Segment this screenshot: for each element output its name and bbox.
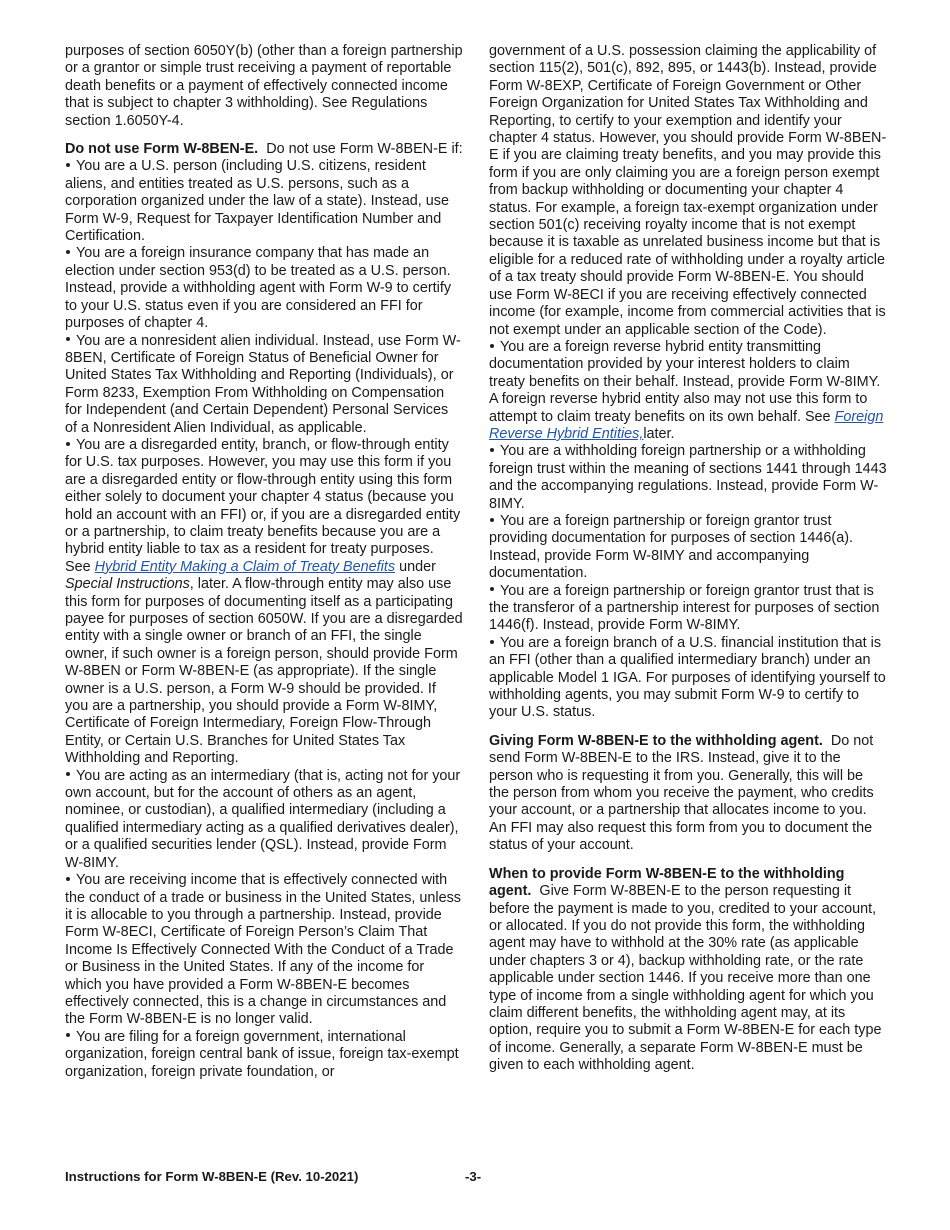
bullet-text: You are a withholding foreign partnership or a withholding foreign trust within the meaning of sections 1441 through 1443 and the accompanying regulations. Instead, provide Form W-8IMY. bbox=[489, 443, 887, 512]
bullet-icon bbox=[66, 163, 70, 167]
bullet-item bbox=[65, 245, 463, 332]
continued-paragraph: government of a U.S. possession claiming the applicability of section 115(2), 501(c), 892, 895, or 1443(b). Instead, provide Form W-8EXP, Certificate of Foreign Government or Other Foreign Organization for United States Tax Withholding and Reporting, to certify to your exemption and identify your chapter 4 status. However, you should provide Form W-8BEN-E if you are claiming treaty benefits, and you may provide this form if you are only claiming you are a foreign person exempt from backup withholding or documenting your chapter 4 status. For example, a foreign tax-exempt organization under section 501(c) receiving royalty income that is not exempt because it is taxable as unrelated business income but that is eligible for a reduced rate of withholding under a royalty article of a tax treaty should provide Form W-8BEN-E. You should use Form W-8ECI if you are receiving effectively connected income (for example, income from commercial activities that is not exempt under an applicable section of the Code). bbox=[489, 43, 887, 338]
bullet-text: You are a foreign branch of a U.S. financial institution that is an FFI (other than a qualified intermediary branch) under an applicable Model 1 IGA. For purposes of identifying yourself to withholding agents, you may submit Form W-9 to certify to your U.S. status. bbox=[489, 634, 886, 721]
bullet-text: later. bbox=[643, 425, 675, 442]
bullet-icon bbox=[66, 1033, 70, 1037]
bullet-text: You are acting as an intermediary (that is, acting not for your own account, but for the account of others as an agent, nominee, or custodian), a qualified intermediary (including a qualified intermediary acting as a qualified derivatives dealer), or a qualified securities lender (QSL). Instead, provide Form W-8IMY. bbox=[65, 767, 461, 871]
bullet-item bbox=[489, 443, 887, 513]
bullet-icon bbox=[490, 640, 494, 644]
bullet-item bbox=[65, 768, 463, 872]
bullet-icon bbox=[66, 772, 70, 776]
bullet-item bbox=[65, 1029, 463, 1081]
bullet-icon bbox=[66, 250, 70, 254]
bullet-item bbox=[489, 513, 887, 583]
giving-heading: Giving Form W-8BEN-E to the withholding agent. bbox=[489, 732, 823, 749]
special-instructions-ref: Special Instructions bbox=[65, 576, 190, 593]
bullet-text: You are a foreign insurance company that has made an election under section 953(d) to be treated as a U.S. person. Instead, provide a withholding agent with Form W-9 to certify to your U.S. status even if you are considered an FFI for purposes of chapter 4. bbox=[65, 245, 452, 332]
when-text: Give Form W-8BEN-E to the person requesting it before the payment is made to you, credited to your account, or allocated. If you do not provide this form, the withholding agent may have to withhold at the 30% rate (as applicable under chapters 3 or 4), backup withholding rate, or the rate applicable under section 1446. If you receive more than one type of income from a single withholding agent for which you claim different benefits, the withholding agent may, at its option, require you to submit a Form W-8BEN-E for each type of income. Generally, a separate Form W-8BEN-E must be given to each withholding agent. bbox=[489, 883, 882, 1074]
bullet-text: You are a nonresident alien individual. Instead, use Form W-8BEN, Certificate of Foreign Status of Beneficial Owner for United States Tax Withholding and Reporting (Individuals), or Form 8233, Exemption From Withholding on Compensation for Independent (and Certain Dependent) Personal Services of a Nonresident Alien Individual, as applicable. bbox=[65, 332, 461, 436]
bullet-icon bbox=[490, 344, 494, 348]
bullet-item bbox=[65, 158, 463, 245]
bullet-text: You are a U.S. person (including U.S. citizens, resident aliens, and entities treated as U.S. persons, such as a corporation organized under the law of a state). Instead, use Form W-9, Request for Taxpayer Identification Number and Certification. bbox=[65, 158, 449, 245]
bullet-item bbox=[65, 437, 463, 768]
footer-title: Instructions for Form W-8BEN-E (Rev. 10-2021) bbox=[65, 1169, 359, 1184]
hybrid-entity-link[interactable]: Hybrid Entity Making a Claim of Treaty Benefits bbox=[94, 558, 396, 575]
do-not-use-text: Do not use Form W-8BEN-E if: bbox=[266, 141, 463, 158]
bullet-text: You are filing for a foreign government, international organization, foreign central bank of issue, foreign tax-exempt organization, foreign private foundation, or bbox=[65, 1028, 459, 1080]
when-heading: When to provide Form W-8BEN-E to the withholding agent. bbox=[489, 865, 845, 900]
bullet-icon bbox=[490, 587, 494, 591]
bullet-text: You are a foreign partnership or foreign grantor trust providing documentation for purposes of section 1446(a). Instead, provide Form W-8IMY and accompanying documentation. bbox=[489, 512, 853, 582]
bullet-icon bbox=[490, 448, 494, 452]
bullet-item bbox=[489, 635, 887, 722]
bullet-text: You are a foreign reverse hybrid entity transmitting documentation provided by your interest holders to claim treaty benefits on their behalf. Instead, provide Form W-8IMY. A foreign reverse hybrid entity also may not use this form to attempt to claim treaty benefits on its own behalf. See bbox=[489, 338, 881, 425]
left-column bbox=[65, 43, 463, 1081]
bullet-text: , later. A flow-through entity may also use this form for purposes of documenting itself as a participating payee for purposes of section 6050W. If you are a disregarded entity with a single owner or branch of an FFI, the single owner, if such owner is a foreign person, should provide Form W-8BEN or Form W-8BEN-E (as appropriate). If the single owner is a U.S. person, a Form W-9 should be provided. If you are a partnership, you should provide a Form W-8IMY, Certificate of Foreign Intermediary, Foreign Flow-Through Entity, or Certain U.S. Branches for United States Tax Withholding and Reporting. bbox=[65, 576, 463, 767]
do-not-use-paragraph bbox=[65, 141, 463, 158]
giving-text: Do not send Form W-8BEN-E to the IRS. Instead, give it to the person who is requesting it from you. Generally, this will be the person from whom you receive the payment, who credits your account, or a partnership that allocates income to you. An FFI may also request this form from you to document the status of your account. bbox=[489, 732, 874, 854]
bullet-icon bbox=[66, 337, 70, 341]
bullet-text: You are receiving income that is effectively connected with the conduct of a trade or business in the United States, unless it is allocable to you through a partnership. Instead, provide Form W-8ECI, Certificate of Foreign Person’s Claim That Income Is Effectively Connected With the Conduct of a Trade or Business in the United States. If any of the income for which you have provided a Form W-8BEN-E becomes effectively connected, this is a change in circumstances and the Form W-8BEN-E is no longer valid. bbox=[65, 872, 461, 1028]
bullet-item bbox=[65, 333, 463, 437]
foreign-reverse-hybrid-link[interactable]: Foreign Reverse Hybrid Entities, bbox=[489, 408, 884, 442]
bullet-item bbox=[489, 583, 887, 635]
bullet-text: You are a foreign partnership or foreign grantor trust that is the transferor of a partnership interest for purposes of section 1446(f). Instead, provide Form W-8IMY. bbox=[489, 582, 880, 634]
page-number: -3- bbox=[465, 1169, 482, 1184]
intro-paragraph: purposes of section 6050Y(b) (other than a foreign partnership or a grantor or simple trust receiving a payment of reportable death benefits or a payment of effectively connected income that is subject to chapter 3 withholding). See Regulations section 1.6050Y-4. bbox=[65, 43, 463, 129]
when-paragraph bbox=[489, 866, 887, 1075]
do-not-use-heading: Do not use Form W-8BEN-E. bbox=[65, 141, 259, 158]
bullet-icon bbox=[66, 442, 70, 446]
giving-paragraph bbox=[489, 733, 887, 855]
right-column bbox=[489, 43, 887, 1075]
bullet-item bbox=[489, 339, 887, 443]
bullet-icon bbox=[490, 518, 494, 522]
bullet-text: You are a disregarded entity, branch, or flow-through entity for U.S. tax purposes. However, you may use this form if you are a disregarded entity or flow-through entity using this form either solely to document your chapter 4 status (because you hold an account with an FFI) or, if you are a disregarded entity or a partnership, to claim treaty benefits because you are a hybrid entity liable to tax as a resident for treaty purposes. See bbox=[65, 436, 461, 575]
bullet-item bbox=[65, 872, 463, 1029]
bullet-icon bbox=[66, 877, 70, 881]
bullet-text: under bbox=[399, 558, 436, 575]
